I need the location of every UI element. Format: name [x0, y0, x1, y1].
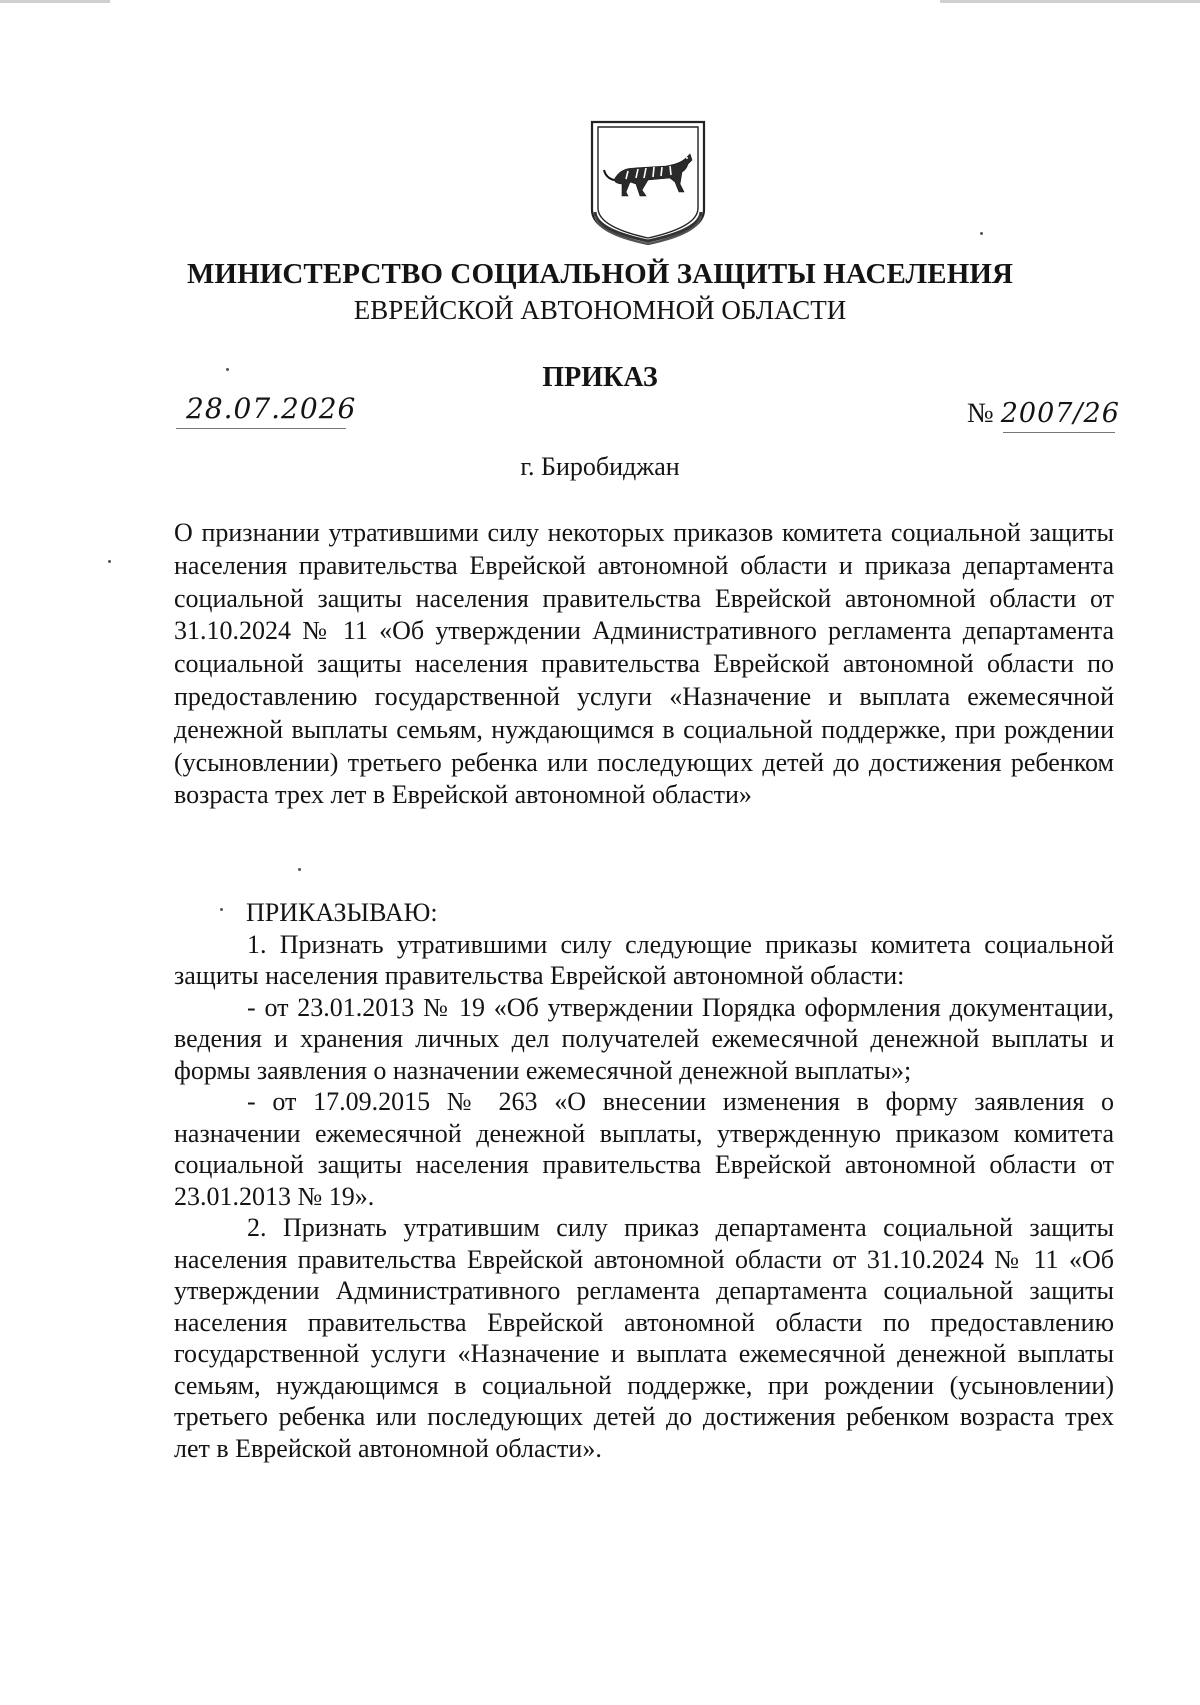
coat-of-arms-tiger-icon [586, 118, 710, 248]
ministry-region: ЕВРЕЙСКОЙ АВТОНОМНОЙ ОБЛАСТИ [353, 295, 847, 325]
scan-edge-top-left [0, 0, 110, 3]
scan-speck [108, 560, 111, 563]
document-number [967, 398, 1120, 430]
paragraph-2: 2. Признать утратившим силу приказ департамента социальной защиты населения правительства Еврейской автономной области от 31.10.2024 № 11 «Об утверждении Административного регламента департамента социальной защиты населения правительства Еврейской автономной области по предоставлению государственной услуги «Назначение и выплата ежемесячной денежной выплаты семьям, нуждающимся в социальной поддержке, при рождении (усыновлении) третьего ребенка или последующих детей до достижения ребенком возраста трех лет в Еврейской автономной области». [174, 1213, 1114, 1463]
number-prefix: № [967, 398, 994, 429]
scan-edge-top-right [940, 0, 1200, 3]
date-underline [176, 428, 346, 429]
paragraph-1: 1. Признать утратившими силу следующие приказы комитета социальной защиты населения правительства Еврейской автономной области: [174, 929, 1114, 990]
order-word: ПРИКАЗЫВАЮ: [246, 898, 438, 927]
paragraph-1-item-1: - от 23.01.2013 № 19 «Об утверждении Порядка оформления документации, ведения и хранения личных дел получателей ежемесячной денежной выплаты и формы заявления о назначении ежемесячной денежной выплаты»; [174, 992, 1114, 1085]
document-subject: О признании утратившими силу некоторых приказов комитета социальной защиты населения правительства Еврейской автономной области и приказа департамента социальной защиты населения правительства Еврейской автономной области от 31.10.2024 № 11 «Об утверждении Административного регламента департамента социальной защиты населения правительства Еврейской автономной области по предоставлению государственной услуги «Назначение и выплата ежемесячной денежной выплаты семьям, нуждающимся в социальной поддержке, при рождении (усыновлении) третьего ребенка или последующих детей до достижения ребенком возраста трех лет в Еврейской автономной области» [174, 518, 1114, 810]
number-underline [1003, 432, 1115, 433]
ministry-name: МИНИСТЕРСТВО СОЦИАЛЬНОЙ ЗАЩИТЫ НАСЕЛЕНИЯ [186, 258, 1014, 290]
document-number-handwritten: 2007/26 [1000, 398, 1120, 429]
scan-speck [980, 232, 983, 235]
document-type-heading: ПРИКАЗ [542, 362, 658, 393]
paragraph-1-item-2: - от 17.09.2015 № 263 «О внесении изменения в форму заявления о назначении ежемесячной денежной выплаты, утвержденную приказом комитета социальной защиты населения правительства Еврейской автономной области от 23.01.2013 № 19». [174, 1087, 1114, 1211]
document-body [174, 897, 1114, 1464]
document-date-handwritten: 28.07.2026 [186, 392, 357, 425]
document-city: г. Биробиджан [520, 452, 680, 481]
scan-speck [298, 868, 301, 871]
